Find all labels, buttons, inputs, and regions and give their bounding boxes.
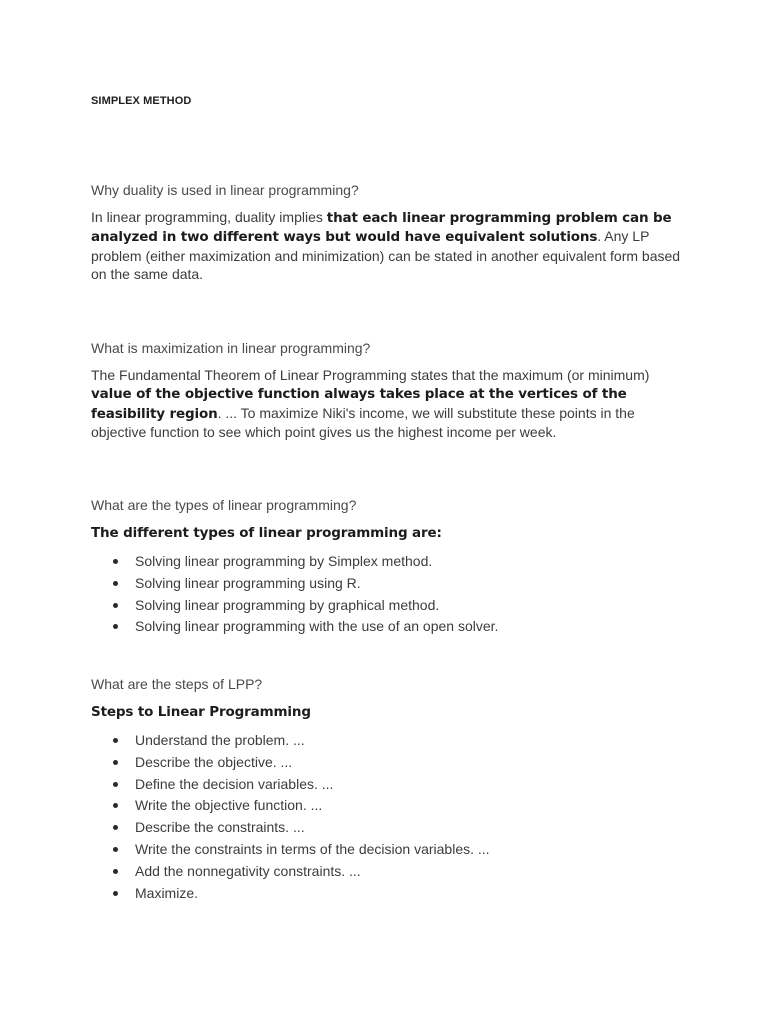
answer-text: . Any LP problem (either maximization and minimization) can be stated in another equivalent form based on the same data.: [91, 228, 681, 282]
list-item: Define the decision variables. ...: [113, 775, 490, 797]
question-types: What are the types of linear programming?: [91, 497, 357, 513]
list-item: Understand the problem. ...: [113, 731, 490, 753]
types-list: [113, 552, 498, 639]
list-item: Describe the objective. ...: [113, 753, 490, 775]
list-item: Solving linear programming by Simplex method.: [113, 552, 498, 574]
answer-bold-text: that each linear programming problem can be analyzed in two different ways but would have equivalent solutions: [91, 210, 672, 246]
list-item: Solving linear programming by graphical method.: [113, 596, 498, 618]
bullet-icon: [113, 803, 118, 808]
bullet-icon: [113, 782, 118, 787]
bullet-icon: [113, 738, 118, 743]
bullet-icon: [113, 603, 118, 608]
question-duality: Why duality is used in linear programming?: [91, 182, 359, 198]
list-item: Write the objective function. ...: [113, 796, 490, 818]
bullet-icon: [113, 869, 118, 874]
list-item: Describe the constraints. ...: [113, 818, 490, 840]
list-heading-steps: Steps to Linear Programming: [91, 704, 311, 720]
question-steps: What are the steps of LPP?: [91, 676, 263, 692]
answer-text: The Fundamental Theorem of Linear Programming states that the maximum (or minimum): [91, 367, 650, 383]
bullet-icon: [113, 559, 118, 564]
answer-text: In linear programming, duality implies: [91, 209, 327, 225]
bullet-icon: [113, 581, 118, 586]
list-heading-types: The different types of linear programming are:: [91, 525, 442, 541]
list-item: Write the constraints in terms of the decision variables. ...: [113, 840, 490, 862]
answer-bold-text: value of the objective function always takes place at the vertices of the feasibility region: [91, 386, 627, 422]
list-item: Add the nonnegativity constraints. ...: [113, 862, 490, 884]
list-item: Solving linear programming using R.: [113, 574, 498, 596]
answer-text: . ... To maximize Niki's income, we will substitute these points in the objective function to see which point gives us the highest income per week.: [91, 404, 635, 440]
steps-list: [113, 731, 490, 905]
list-item: Solving linear programming with the use of an open solver.: [113, 617, 498, 639]
bullet-icon: [113, 847, 118, 852]
bullet-icon: [113, 891, 118, 896]
list-item: Maximize.: [113, 884, 490, 906]
bullet-icon: [113, 624, 118, 629]
answer-duality: [91, 208, 691, 283]
document-title: SIMPLEX METHOD: [91, 95, 192, 107]
answer-maximization: [91, 366, 691, 441]
question-maximization: What is maximization in linear programming?: [91, 340, 371, 356]
bullet-icon: [113, 825, 118, 830]
bullet-icon: [113, 760, 118, 765]
